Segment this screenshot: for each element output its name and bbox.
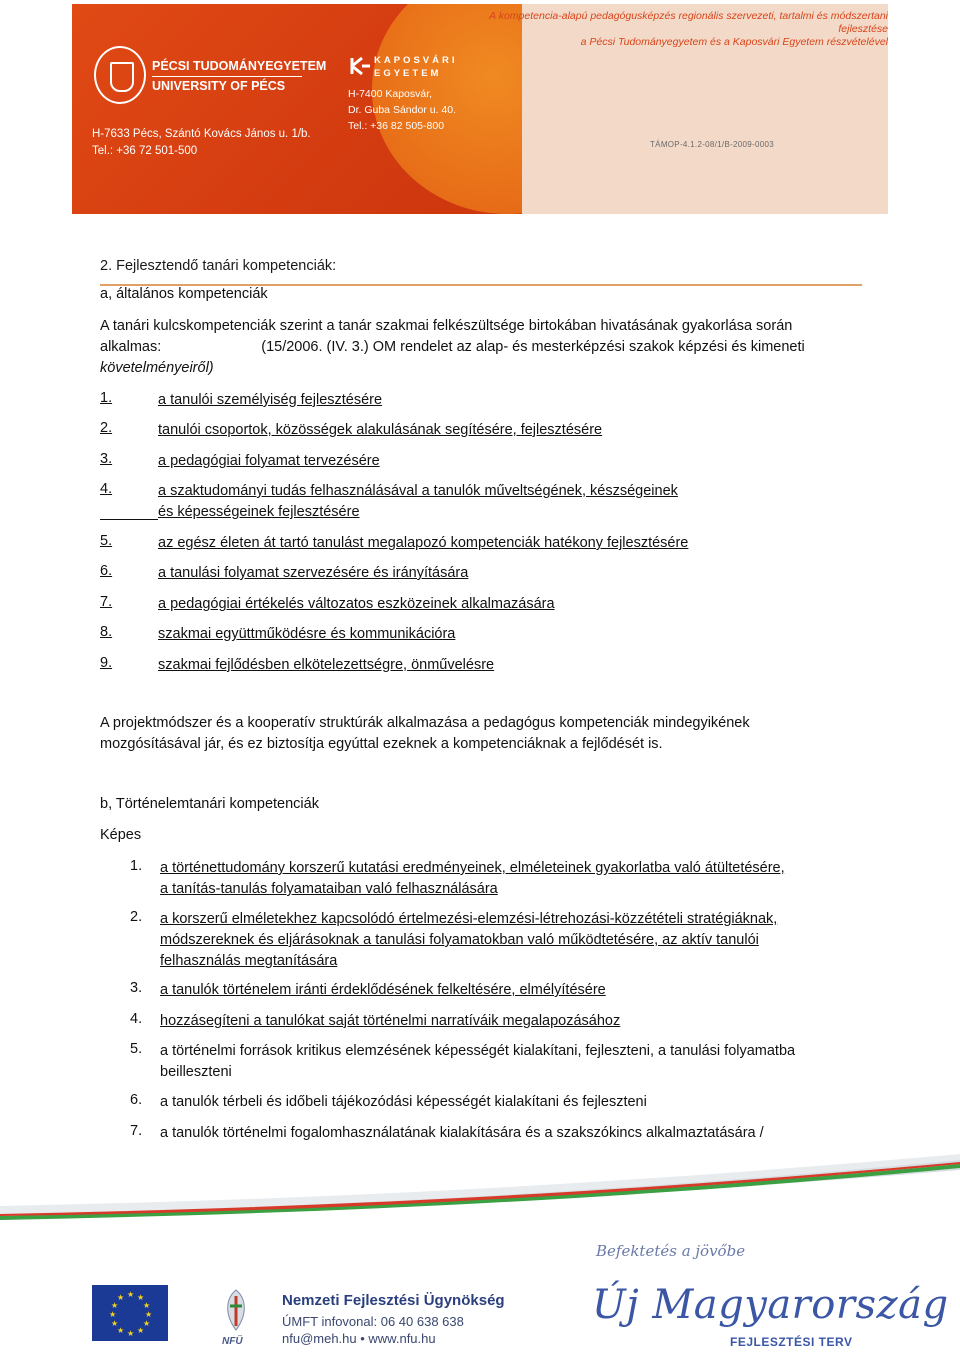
history-item-number: 1.: [130, 858, 143, 874]
general-item-line: szakmai együttműködésre és kommunikációra: [158, 626, 456, 642]
nfu-email-web: nfu@meh.hu • www.nfu.hu: [282, 1331, 436, 1346]
general-item-number: 5.: [100, 533, 113, 549]
header-banner: [72, 4, 888, 214]
project-paragraph-line1: A projektmódszer és a kooperatív struktúrák alkalmazása a pedagógus kompetenciák mindegyikének: [100, 715, 750, 731]
tagline-line1: A kompetencia-alapú pedagógusképzés regionális szervezeti, tartalmi és módszertani fejlesztése: [489, 10, 888, 35]
history-item-line: a korszerű elméletekhez kapcsolódó értelmezési-elemzési-létrehozási-közzétételi stratégiáknak,: [160, 911, 778, 927]
ke-phone: Tel.: +36 82 505-800: [348, 120, 445, 132]
svg-text:★: ★: [137, 1326, 145, 1335]
history-item-text: [160, 1011, 620, 1032]
history-item-number: 4.: [130, 1011, 143, 1027]
general-item-text: [158, 390, 382, 411]
general-item-number: 9.: [100, 655, 113, 671]
general-item-line: az egész életen át tartó tanulást megalapozó kompetenciák hatékony fejlesztésére: [158, 535, 689, 551]
general-item-number: 7.: [100, 594, 113, 610]
svg-text:★: ★: [111, 1301, 119, 1310]
svg-text:★: ★: [143, 1319, 151, 1328]
ke-address-line2: Dr. Guba Sándor u. 40.: [348, 104, 456, 116]
general-item-line: a tanulási folyamat szervezésére és irányítására: [158, 565, 469, 581]
general-item-text: [158, 420, 602, 441]
svg-text:★: ★: [145, 1310, 153, 1319]
history-item-text: [160, 1041, 795, 1083]
eu-flag-icon: [92, 1285, 168, 1341]
general-item-line: és képességeinek fejlesztésére: [158, 504, 360, 520]
pte-phone: Tel.: +36 72 501-500: [92, 145, 198, 157]
general-item-text: [158, 624, 455, 645]
history-item-line: a tanulók történelmi fogalomhasználatának kialakítására és a szakszókincs alkalmaztatására /: [160, 1125, 764, 1141]
general-item-number: 4.: [100, 481, 113, 497]
general-item-line: a szaktudományi tudás felhasználásával a tanulók műveltségének, készségeinek: [158, 483, 678, 499]
general-item-line: a pedagógiai értékelés változatos eszközeinek alkalmazására: [158, 596, 555, 612]
intro-line1: A tanári kulcskompetenciák szerint a tanár szakmai felkészültsége birtokában hivatásának gyakorlása során: [100, 318, 793, 334]
ke-contact: [348, 86, 456, 134]
ke-name: [374, 54, 457, 80]
general-item-text: [158, 655, 494, 676]
history-item-number: 3.: [130, 980, 143, 996]
intro-line2: [100, 337, 805, 358]
ke-name-line1: KAPOSVÁRI: [374, 55, 458, 66]
general-item-number: 8.: [100, 624, 113, 640]
ke-name-line2: EGYETEM: [374, 68, 442, 79]
intro-paragraph: [100, 316, 792, 337]
uj-magyarorszag-title: Új Magyarország: [592, 1282, 949, 1328]
history-item-line: a tanítás-tanulás folyamataiban való felhasználására: [160, 881, 498, 897]
history-item-number: 5.: [130, 1041, 143, 1057]
history-item-text: [160, 909, 777, 972]
general-competencies-title: a, általános kompetenciák: [100, 286, 268, 302]
history-item-number: 6.: [130, 1092, 143, 1108]
nfu-short-label: NFÜ: [222, 1336, 243, 1347]
general-item-line: tanulói csoportok, közösségek alakulásának segítésére, fejlesztésére: [158, 422, 603, 438]
history-item-line: a tanulók térbeli és időbeli tájékozódási képességét kialakítani és fejleszteni: [160, 1094, 647, 1110]
intro-line2-start: alkalmas:: [100, 339, 162, 355]
history-item-text: [160, 1123, 764, 1144]
history-competencies-title: b, Történelemtanári kompetenciák: [100, 796, 319, 812]
nfu-infovonal: ÚMFT infovonal: 06 40 638 638: [282, 1314, 464, 1329]
nfu-agency-name: Nemzeti Fejlesztési Ügynökség: [282, 1292, 505, 1309]
history-item-line: módszereknek és eljárásoknak a tanulási folyamatokban való működtetésére, az aktív tanulói: [160, 932, 759, 948]
general-item-number: 3.: [100, 451, 113, 467]
history-item-line: a történettudomány korszerű kutatási eredményeinek, elméleteinek gyakorlatba való átültetésére,: [160, 860, 785, 876]
svg-text:★: ★: [127, 1329, 135, 1338]
pte-name-en: UNIVERSITY OF PÉCS: [152, 79, 286, 93]
history-item-line: hozzásegíteni a tanulókat saját történelmi narratíváik megalapozásához: [160, 1013, 621, 1029]
general-item-underline-spacer: [100, 519, 158, 520]
intro-line2-citation: (15/2006. (IV. 3.) OM rendelet az alap- és mesterképzési szakok képzési és kimeneti: [261, 339, 805, 355]
tagline-line2: a Pécsi Tudományegyetem és a Kaposvári Egyetem részvételével: [580, 36, 888, 48]
history-item-line: a tanulók történelem iránti érdeklődésének felkeltésére, elmélyítésére: [160, 982, 606, 998]
project-paragraph-line2: mozgósításával jár, és ez biztosítja egyúttal ezeknek a kompetenciáknak a fejlődését is.: [100, 736, 663, 752]
ke-address-line1: H-7400 Kaposvár,: [348, 88, 433, 100]
pte-address: H-7633 Pécs, Szántó Kovács János u. 1/b.: [92, 128, 311, 140]
history-item-line: a történelmi források kritikus elemzésének képességét kialakítani, fejleszteni, a tanulási folyamatba: [160, 1043, 796, 1059]
general-item-text: [158, 594, 555, 615]
svg-text:★: ★: [109, 1310, 117, 1319]
general-item-text: [158, 533, 688, 554]
history-item-text: [160, 980, 606, 1001]
nfu-contact: [282, 1313, 464, 1347]
general-item-line: a pedagógiai folyamat tervezésére: [158, 453, 380, 469]
fejlesztesi-terv-label: FEJLESZTÉSI TERV: [730, 1335, 853, 1349]
general-item-number: 1.: [100, 390, 113, 406]
pte-name-hu: PÉCSI TUDOMÁNYEGYETEM: [152, 59, 327, 73]
footer-slogan: Befektetés a jövőbe: [596, 1242, 746, 1260]
history-item-line: felhasználás megtanítására: [160, 953, 338, 969]
svg-text:★: ★: [143, 1301, 151, 1310]
svg-text:★: ★: [117, 1326, 125, 1335]
general-item-text: [158, 481, 678, 523]
svg-text:★: ★: [117, 1293, 125, 1302]
history-item-number: 7.: [130, 1123, 143, 1139]
history-item-number: 2.: [130, 909, 143, 925]
history-item-line: beilleszteni: [160, 1064, 232, 1080]
intro-line3: követelményeiről): [100, 360, 214, 376]
general-item-text: [158, 563, 468, 584]
pte-crest-logo: [94, 46, 146, 104]
history-item-text: [160, 1092, 647, 1113]
general-item-text: [158, 451, 380, 472]
svg-text:★: ★: [137, 1293, 145, 1302]
nfu-emblem-icon: [220, 1288, 252, 1334]
history-item-text: [160, 858, 785, 900]
general-item-number: 2.: [100, 420, 113, 436]
kaposvar-logo-icon: [350, 56, 372, 76]
svg-text:★: ★: [127, 1290, 135, 1299]
header-tagline: [464, 10, 888, 49]
general-item-line: a tanulói személyiség fejlesztésére: [158, 392, 383, 408]
kepes-label: Képes: [100, 827, 142, 843]
section-title: 2. Fejlesztendő tanári kompetenciák:: [100, 258, 337, 274]
pte-divider: [152, 76, 302, 77]
svg-text:★: ★: [111, 1319, 119, 1328]
pte-contact: [92, 126, 311, 160]
general-item-line: szakmai fejlődésben elkötelezettségre, önművelésre: [158, 657, 495, 673]
footer-banner: [0, 1150, 960, 1366]
project-code: TÁMOP-4.1.2-08/1/B-2009-0003: [650, 140, 775, 149]
general-item-number: 6.: [100, 563, 113, 579]
footer-swoosh-decoration: [0, 1150, 960, 1230]
